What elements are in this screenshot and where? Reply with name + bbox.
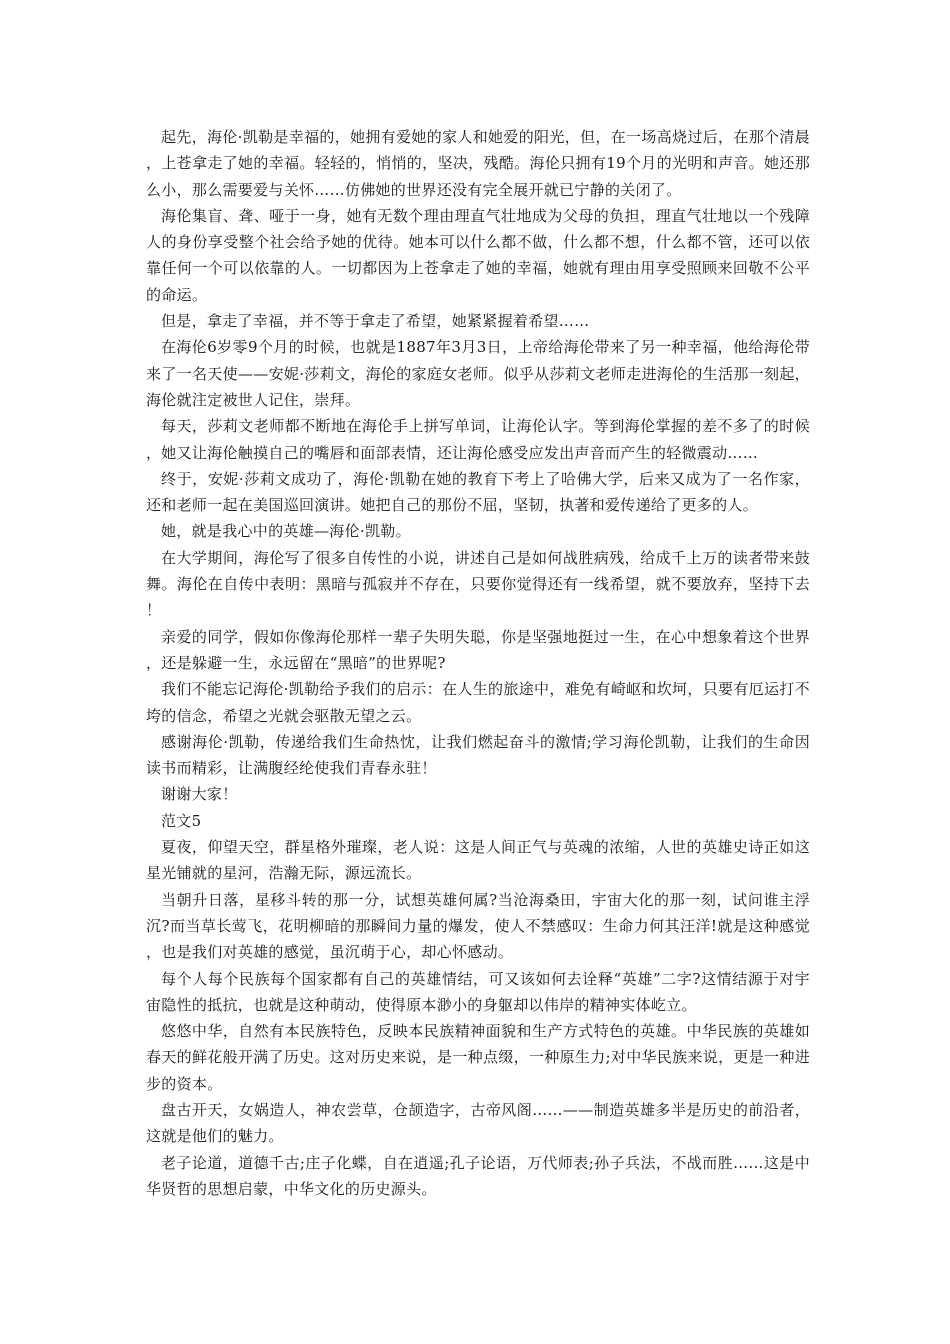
paragraph: 亲爱的同学，假如你像海伦那样一辈子失明失聪，你是坚强地挺过一生，在心中想象着这个世界，还是躲避一生，永远留在“黑暗”的世界呢? bbox=[146, 627, 810, 672]
paragraph: 在大学期间，海伦写了很多自传性的小说，讲述自己是如何战胜病残，给成千上万的读者带来鼓舞。海伦在自传中表明：黑暗与孤寂并不存在，只要你觉得还有一线希望，就不要放弃，坚持下去！ bbox=[146, 548, 810, 620]
paragraph: 在海伦6岁零9个月的时候，也就是1887年3月3日，上帝给海伦带来了另一种幸福，他给海伦带来了一名天使——安妮·莎莉文，海伦的家庭女老师。似乎从莎莉文老师走进海伦的生活那一刻起，海伦就注定被世人记住，崇拜。 bbox=[146, 338, 810, 409]
paragraph: 夏夜，仰望天空，群星格外璀璨，老人说：这是人间正气与英魂的浓缩，人世的英雄史诗正如这星光铺就的星河，浩瀚无际，源远流长。 bbox=[146, 838, 810, 883]
paragraph: 老子论道，道德千古;庄子化蝶，自在逍遥;孔子论语，万代师表;孙子兵法，不战而胜……这是中华贤哲的思想启蒙，中华文化的历史源头。 bbox=[146, 1153, 810, 1198]
section-heading: 范文5 bbox=[161, 811, 202, 830]
document-body bbox=[146, 124, 810, 1202]
paragraph: 盘古开天，女娲造人，神农尝草，仓颉造字，古帝风阁……——制造英雄多半是历史的前沿者，这就是他们的魅力。 bbox=[146, 1100, 810, 1146]
paragraph: 她，就是我心中的英雄—海伦·凯勒。 bbox=[161, 522, 411, 541]
paragraph: 我们不能忘记海伦·凯勒给予我们的启示：在人生的旅途中，难免有崎岖和坎坷，只要有厄运打不垮的信念，希望之光就会驱散无望之云。 bbox=[146, 680, 810, 725]
closing-line: 谢谢大家！ bbox=[161, 785, 238, 804]
paragraph: 每天，莎莉文老师都不断地在海伦手上拼写单词，让海伦认字。等到海伦掌握的差不多了的时候，她又让海伦触摸自己的嘴唇和面部表情，还让海伦感受应发出声音而产生的轻微震动…… bbox=[146, 417, 810, 462]
paragraph: 但是，拿走了幸福，并不等于拿走了希望，她紧紧握着希望…… bbox=[161, 312, 590, 331]
paragraph: 感谢海伦·凯勒，传递给我们生命热忱，让我们燃起奋斗的激情;学习海伦凯勒，让我们的生命因读书而精彩，让满腹经纶使我们青春永驻！ bbox=[146, 732, 810, 778]
paragraph: 海伦集盲、聋、哑于一身，她有无数个理由理直气壮地成为父母的负担，理直气壮地以一个残障人的身份享受整个社会给予她的优待。她本可以什么都不做，什么都不想，什么都不管，还可以依靠任何一个可以依靠的人。一切都因为上苍拿走了她的幸福，她就有理由用享受照顾来回敬不公平的命运。 bbox=[146, 206, 810, 304]
paragraph: 起先，海伦·凯勒是幸福的，她拥有爱她的家人和她爱的阳光，但，在一场高烧过后，在那个清晨，上苍拿走了她的幸福。轻轻的，悄悄的，坚决，残酷。海伦只拥有19个月的光明和声音。她还那么小，那么需要爱与关怀……仿佛她的世界还没有完全展开就已宁静的关闭了。 bbox=[146, 128, 810, 199]
paragraph: 悠悠中华，自然有本民族特色，反映本民族精神面貌和生产方式特色的英雄。中华民族的英雄如春天的鲜花般开满了历史。这对历史来说，是一种点缀，一种原生力;对中华民族来说，更是一种进步的资本。 bbox=[146, 1022, 810, 1093]
paragraph: 终于，安妮·莎莉文成功了，海伦·凯勒在她的教育下考上了哈佛大学，后来又成为了一名作家，还和老师一起在美国巡回演讲。她把自己的那份不屈，坚韧，执著和爱传递给了更多的人。 bbox=[146, 469, 810, 515]
paragraph: 每个人每个民族每个国家都有自己的英雄情结，可又该如何去诠释“英雄”二字?这情结源于对宇宙隐性的抵抗，也就是这种萌动，使得原本渺小的身躯却以伟岸的精神实体屹立。 bbox=[146, 969, 810, 1014]
paragraph: 当朝升日落，星移斗转的那一分，试想英雄何属?当沧海桑田，宇宙大化的那一刻，试问谁主浮沉?而当草长莺飞，花明柳暗的那瞬间力量的爆发，使人不禁感叹：生命力何其汪洋!就是这种感觉，也是我们对英雄的感觉，虽沉萌于心，却心怀感动。 bbox=[146, 890, 810, 962]
